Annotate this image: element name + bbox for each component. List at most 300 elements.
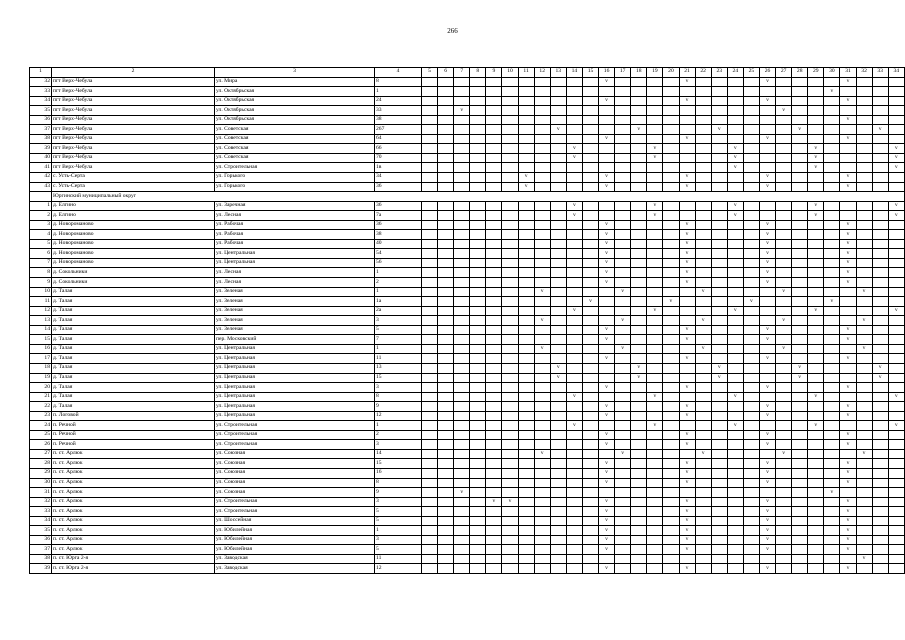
- schedule-empty-cell: [615, 478, 631, 488]
- settlement-cell: д. Талая: [52, 354, 215, 364]
- schedule-empty-cell: [566, 87, 582, 97]
- section-title: Юргинский муниципальный округ: [52, 192, 905, 202]
- schedule-empty-cell: [776, 182, 792, 192]
- section-empty-cell: [30, 192, 52, 202]
- column-number-header: 14: [566, 68, 582, 78]
- schedule-empty-cell: [695, 535, 711, 545]
- schedule-mark-cell: v: [534, 449, 550, 459]
- house-number-cell: 66: [375, 144, 422, 154]
- schedule-empty-cell: [872, 392, 888, 402]
- schedule-empty-cell: [743, 173, 759, 183]
- schedule-empty-cell: [518, 230, 534, 240]
- schedule-empty-cell: [454, 478, 470, 488]
- schedule-empty-cell: [550, 545, 566, 555]
- street-cell: ул. Советская: [215, 153, 375, 163]
- schedule-empty-cell: [438, 258, 454, 268]
- schedule-empty-cell: [582, 287, 598, 297]
- schedule-mark-cell: v: [679, 468, 695, 478]
- schedule-empty-cell: [582, 144, 598, 154]
- schedule-empty-cell: [663, 287, 679, 297]
- table-row: [30, 258, 905, 268]
- schedule-empty-cell: [856, 383, 872, 393]
- schedule-empty-cell: [647, 554, 663, 564]
- schedule-empty-cell: [647, 363, 663, 373]
- schedule-empty-cell: [792, 220, 808, 230]
- schedule-empty-cell: [486, 144, 502, 154]
- schedule-empty-cell: [631, 488, 647, 498]
- schedule-empty-cell: [566, 554, 582, 564]
- schedule-empty-cell: [454, 77, 470, 87]
- schedule-empty-cell: [647, 335, 663, 345]
- house-number-cell: 1: [375, 526, 422, 536]
- schedule-empty-cell: [840, 392, 856, 402]
- schedule-mark-cell: v: [679, 77, 695, 87]
- schedule-empty-cell: [502, 373, 518, 383]
- schedule-empty-cell: [824, 335, 840, 345]
- table-row: [30, 373, 905, 383]
- schedule-empty-cell: [582, 230, 598, 240]
- schedule-empty-cell: [582, 516, 598, 526]
- schedule-empty-cell: [615, 144, 631, 154]
- schedule-empty-cell: [872, 545, 888, 555]
- schedule-mark-cell: v: [502, 497, 518, 507]
- schedule-empty-cell: [888, 554, 904, 564]
- schedule-empty-cell: [438, 507, 454, 517]
- schedule-mark-cell: v: [599, 77, 615, 87]
- schedule-empty-cell: [840, 125, 856, 135]
- schedule-mark-cell: v: [599, 220, 615, 230]
- schedule-empty-cell: [599, 554, 615, 564]
- schedule-empty-cell: [792, 516, 808, 526]
- schedule-empty-cell: [888, 249, 904, 259]
- house-number-cell: 5: [375, 516, 422, 526]
- table-row: [30, 297, 905, 307]
- house-number-cell: 64: [375, 134, 422, 144]
- row-number-cell: 34: [30, 96, 52, 106]
- schedule-mark-cell: v: [840, 77, 856, 87]
- schedule-empty-cell: [663, 134, 679, 144]
- schedule-empty-cell: [422, 182, 438, 192]
- schedule-empty-cell: [695, 173, 711, 183]
- schedule-empty-cell: [792, 535, 808, 545]
- schedule-empty-cell: [518, 344, 534, 354]
- schedule-empty-cell: [534, 173, 550, 183]
- schedule-empty-cell: [695, 96, 711, 106]
- table-row: [30, 335, 905, 345]
- schedule-empty-cell: [695, 125, 711, 135]
- column-number-header: 12: [534, 68, 550, 78]
- schedule-empty-cell: [615, 564, 631, 574]
- schedule-empty-cell: [776, 363, 792, 373]
- schedule-empty-cell: [615, 554, 631, 564]
- schedule-mark-cell: v: [599, 268, 615, 278]
- settlement-cell: д. Новороманово: [52, 258, 215, 268]
- row-number-cell: 38: [30, 134, 52, 144]
- schedule-empty-cell: [582, 239, 598, 249]
- schedule-empty-cell: [502, 344, 518, 354]
- schedule-empty-cell: [824, 564, 840, 574]
- schedule-empty-cell: [888, 287, 904, 297]
- schedule-empty-cell: [856, 411, 872, 421]
- schedule-mark-cell: v: [599, 459, 615, 469]
- schedule-empty-cell: [566, 173, 582, 183]
- schedule-mark-cell: v: [840, 335, 856, 345]
- table-row: [30, 545, 905, 555]
- schedule-mark-cell: v: [759, 354, 775, 364]
- schedule-empty-cell: [566, 278, 582, 288]
- schedule-mark-cell: v: [776, 287, 792, 297]
- schedule-mark-cell: v: [840, 268, 856, 278]
- schedule-empty-cell: [438, 440, 454, 450]
- house-number-cell: 2а: [375, 306, 422, 316]
- schedule-empty-cell: [711, 297, 727, 307]
- schedule-empty-cell: [566, 182, 582, 192]
- schedule-empty-cell: [486, 440, 502, 450]
- schedule-empty-cell: [615, 392, 631, 402]
- schedule-empty-cell: [888, 526, 904, 536]
- schedule-empty-cell: [550, 239, 566, 249]
- schedule-empty-cell: [824, 230, 840, 240]
- schedule-empty-cell: [582, 354, 598, 364]
- table-row: [30, 421, 905, 431]
- schedule-empty-cell: [663, 249, 679, 259]
- schedule-empty-cell: [743, 344, 759, 354]
- schedule-empty-cell: [550, 153, 566, 163]
- schedule-empty-cell: [518, 373, 534, 383]
- schedule-empty-cell: [808, 564, 824, 574]
- schedule-empty-cell: [422, 96, 438, 106]
- schedule-empty-cell: [743, 383, 759, 393]
- street-cell: ул. Советская: [215, 144, 375, 154]
- schedule-empty-cell: [422, 383, 438, 393]
- schedule-empty-cell: [711, 564, 727, 574]
- schedule-empty-cell: [663, 535, 679, 545]
- schedule-empty-cell: [599, 297, 615, 307]
- schedule-empty-cell: [582, 125, 598, 135]
- schedule-empty-cell: [550, 421, 566, 431]
- schedule-mark-cell: v: [647, 392, 663, 402]
- schedule-empty-cell: [582, 449, 598, 459]
- schedule-empty-cell: [727, 497, 743, 507]
- schedule-empty-cell: [518, 239, 534, 249]
- schedule-empty-cell: [486, 153, 502, 163]
- schedule-empty-cell: [711, 402, 727, 412]
- schedule-empty-cell: [695, 106, 711, 116]
- schedule-empty-cell: [502, 134, 518, 144]
- schedule-empty-cell: [486, 516, 502, 526]
- schedule-empty-cell: [550, 182, 566, 192]
- schedule-empty-cell: [808, 96, 824, 106]
- schedule-mark-cell: v: [631, 363, 647, 373]
- schedule-empty-cell: [534, 134, 550, 144]
- schedule-empty-cell: [743, 497, 759, 507]
- schedule-empty-cell: [518, 488, 534, 498]
- schedule-empty-cell: [470, 268, 486, 278]
- schedule-empty-cell: [582, 106, 598, 116]
- schedule-mark-cell: v: [711, 363, 727, 373]
- schedule-empty-cell: [470, 144, 486, 154]
- street-cell: ул. Зеленая: [215, 316, 375, 326]
- schedule-empty-cell: [711, 278, 727, 288]
- schedule-empty-cell: [534, 488, 550, 498]
- schedule-mark-cell: v: [727, 163, 743, 173]
- schedule-mark-cell: v: [518, 173, 534, 183]
- schedule-empty-cell: [438, 230, 454, 240]
- schedule-empty-cell: [438, 402, 454, 412]
- schedule-mark-cell: v: [759, 77, 775, 87]
- schedule-mark-cell: v: [679, 478, 695, 488]
- schedule-empty-cell: [792, 268, 808, 278]
- schedule-empty-cell: [711, 163, 727, 173]
- schedule-empty-cell: [856, 239, 872, 249]
- schedule-empty-cell: [888, 478, 904, 488]
- schedule-empty-cell: [727, 182, 743, 192]
- column-number-header: 1: [30, 68, 52, 78]
- schedule-empty-cell: [422, 507, 438, 517]
- column-number-header: 32: [856, 68, 872, 78]
- schedule-empty-cell: [856, 182, 872, 192]
- schedule-empty-cell: [582, 87, 598, 97]
- schedule-empty-cell: [872, 430, 888, 440]
- schedule-empty-cell: [663, 268, 679, 278]
- schedule-empty-cell: [792, 421, 808, 431]
- schedule-empty-cell: [615, 230, 631, 240]
- schedule-empty-cell: [679, 153, 695, 163]
- schedule-empty-cell: [759, 87, 775, 97]
- table-row: [30, 402, 905, 412]
- schedule-empty-cell: [888, 335, 904, 345]
- schedule-empty-cell: [759, 488, 775, 498]
- row-number-cell: 1: [30, 201, 52, 211]
- schedule-empty-cell: [856, 125, 872, 135]
- schedule-empty-cell: [518, 77, 534, 87]
- schedule-empty-cell: [518, 134, 534, 144]
- schedule-mark-cell: v: [840, 325, 856, 335]
- schedule-empty-cell: [727, 526, 743, 536]
- schedule-empty-cell: [631, 268, 647, 278]
- schedule-empty-cell: [743, 239, 759, 249]
- settlement-cell: п. ст. Юрга 2-я: [52, 564, 215, 574]
- schedule-empty-cell: [711, 201, 727, 211]
- street-cell: ул. Центральная: [215, 363, 375, 373]
- column-number-header: 10: [502, 68, 518, 78]
- schedule-empty-cell: [727, 335, 743, 345]
- schedule-empty-cell: [647, 373, 663, 383]
- street-cell: ул. Союзная: [215, 449, 375, 459]
- schedule-empty-cell: [856, 325, 872, 335]
- schedule-empty-cell: [711, 421, 727, 431]
- schedule-empty-cell: [534, 564, 550, 574]
- schedule-empty-cell: [888, 383, 904, 393]
- schedule-empty-cell: [631, 77, 647, 87]
- schedule-empty-cell: [792, 106, 808, 116]
- schedule-empty-cell: [679, 201, 695, 211]
- schedule-empty-cell: [695, 354, 711, 364]
- schedule-empty-cell: [454, 411, 470, 421]
- schedule-empty-cell: [534, 545, 550, 555]
- schedule-empty-cell: [647, 478, 663, 488]
- schedule-empty-cell: [727, 316, 743, 326]
- schedule-empty-cell: [566, 411, 582, 421]
- schedule-empty-cell: [711, 392, 727, 402]
- schedule-empty-cell: [502, 478, 518, 488]
- schedule-empty-cell: [615, 402, 631, 412]
- schedule-empty-cell: [438, 564, 454, 574]
- schedule-empty-cell: [582, 468, 598, 478]
- schedule-empty-cell: [502, 507, 518, 517]
- schedule-mark-cell: v: [776, 106, 792, 116]
- street-cell: ул. Рабочая: [215, 239, 375, 249]
- schedule-empty-cell: [631, 421, 647, 431]
- schedule-mark-cell: v: [615, 287, 631, 297]
- schedule-empty-cell: [566, 96, 582, 106]
- schedule-empty-cell: [663, 211, 679, 221]
- row-number-cell: 2: [30, 211, 52, 221]
- schedule-empty-cell: [534, 354, 550, 364]
- schedule-empty-cell: [679, 488, 695, 498]
- schedule-empty-cell: [518, 335, 534, 345]
- schedule-empty-cell: [776, 516, 792, 526]
- schedule-empty-cell: [502, 77, 518, 87]
- schedule-empty-cell: [792, 258, 808, 268]
- schedule-empty-cell: [518, 354, 534, 364]
- schedule-empty-cell: [792, 325, 808, 335]
- schedule-mark-cell: v: [599, 278, 615, 288]
- schedule-empty-cell: [776, 87, 792, 97]
- schedule-empty-cell: [502, 239, 518, 249]
- schedule-empty-cell: [534, 182, 550, 192]
- schedule-empty-cell: [663, 468, 679, 478]
- schedule-empty-cell: [454, 201, 470, 211]
- settlement-cell: п. ст. Арлюк: [52, 545, 215, 555]
- schedule-empty-cell: [824, 96, 840, 106]
- schedule-empty-cell: [856, 421, 872, 431]
- schedule-empty-cell: [438, 201, 454, 211]
- schedule-empty-cell: [663, 373, 679, 383]
- schedule-mark-cell: v: [679, 402, 695, 412]
- schedule-empty-cell: [566, 459, 582, 469]
- schedule-empty-cell: [840, 554, 856, 564]
- schedule-empty-cell: [615, 153, 631, 163]
- schedule-empty-cell: [518, 325, 534, 335]
- schedule-empty-cell: [888, 344, 904, 354]
- schedule-empty-cell: [808, 87, 824, 97]
- schedule-empty-cell: [550, 306, 566, 316]
- schedule-empty-cell: [470, 249, 486, 259]
- schedule-empty-cell: [872, 488, 888, 498]
- schedule-empty-cell: [502, 87, 518, 97]
- schedule-empty-cell: [422, 468, 438, 478]
- schedule-empty-cell: [856, 258, 872, 268]
- schedule-empty-cell: [502, 115, 518, 125]
- schedule-empty-cell: [888, 230, 904, 240]
- schedule-empty-cell: [502, 96, 518, 106]
- schedule-empty-cell: [743, 268, 759, 278]
- schedule-empty-cell: [422, 201, 438, 211]
- schedule-empty-cell: [470, 402, 486, 412]
- schedule-empty-cell: [872, 230, 888, 240]
- schedule-empty-cell: [631, 258, 647, 268]
- schedule-empty-cell: [743, 430, 759, 440]
- settlement-cell: д. Талая: [52, 325, 215, 335]
- street-cell: ул. Центральная: [215, 249, 375, 259]
- schedule-empty-cell: [438, 421, 454, 431]
- schedule-empty-cell: [840, 211, 856, 221]
- schedule-empty-cell: [470, 497, 486, 507]
- schedule-empty-cell: [872, 211, 888, 221]
- schedule-empty-cell: [470, 383, 486, 393]
- schedule-empty-cell: [808, 239, 824, 249]
- row-number-cell: 13: [30, 316, 52, 326]
- schedule-empty-cell: [856, 402, 872, 412]
- schedule-empty-cell: [743, 516, 759, 526]
- schedule-empty-cell: [824, 211, 840, 221]
- house-number-cell: 16: [375, 468, 422, 478]
- schedule-empty-cell: [824, 134, 840, 144]
- schedule-empty-cell: [502, 488, 518, 498]
- schedule-mark-cell: v: [759, 430, 775, 440]
- schedule-empty-cell: [824, 440, 840, 450]
- row-number-cell: 4: [30, 230, 52, 240]
- schedule-empty-cell: [422, 335, 438, 345]
- schedule-empty-cell: [695, 258, 711, 268]
- schedule-empty-cell: [647, 316, 663, 326]
- schedule-empty-cell: [840, 153, 856, 163]
- schedule-empty-cell: [743, 478, 759, 488]
- house-number-cell: 267: [375, 125, 422, 135]
- schedule-empty-cell: [454, 430, 470, 440]
- house-number-cell: 34: [375, 173, 422, 183]
- column-number-header: 16: [599, 68, 615, 78]
- schedule-empty-cell: [695, 459, 711, 469]
- schedule-empty-cell: [695, 153, 711, 163]
- schedule-empty-cell: [711, 411, 727, 421]
- schedule-empty-cell: [824, 354, 840, 364]
- schedule-mark-cell: v: [840, 507, 856, 517]
- schedule-mark-cell: v: [679, 258, 695, 268]
- schedule-empty-cell: [808, 173, 824, 183]
- schedule-empty-cell: [631, 335, 647, 345]
- schedule-empty-cell: [502, 163, 518, 173]
- schedule-empty-cell: [615, 411, 631, 421]
- schedule-empty-cell: [486, 564, 502, 574]
- settlement-cell: пгт Верх-Чебула: [52, 106, 215, 116]
- column-number-header: 26: [759, 68, 775, 78]
- schedule-empty-cell: [663, 383, 679, 393]
- schedule-empty-cell: [727, 440, 743, 450]
- schedule-mark-cell: v: [534, 316, 550, 326]
- schedule-mark-cell: v: [840, 430, 856, 440]
- schedule-empty-cell: [663, 554, 679, 564]
- schedule-empty-cell: [502, 106, 518, 116]
- schedule-empty-cell: [518, 411, 534, 421]
- schedule-empty-cell: [422, 297, 438, 307]
- schedule-empty-cell: [534, 526, 550, 536]
- schedule-empty-cell: [599, 306, 615, 316]
- schedule-empty-cell: [888, 373, 904, 383]
- schedule-mark-cell: v: [840, 526, 856, 536]
- schedule-empty-cell: [695, 564, 711, 574]
- schedule-empty-cell: [647, 77, 663, 87]
- schedule-empty-cell: [631, 134, 647, 144]
- schedule-mark-cell: v: [840, 564, 856, 574]
- schedule-empty-cell: [727, 507, 743, 517]
- schedule-mark-cell: v: [808, 421, 824, 431]
- schedule-empty-cell: [615, 507, 631, 517]
- schedule-empty-cell: [840, 421, 856, 431]
- schedule-empty-cell: [711, 144, 727, 154]
- schedule-empty-cell: [518, 278, 534, 288]
